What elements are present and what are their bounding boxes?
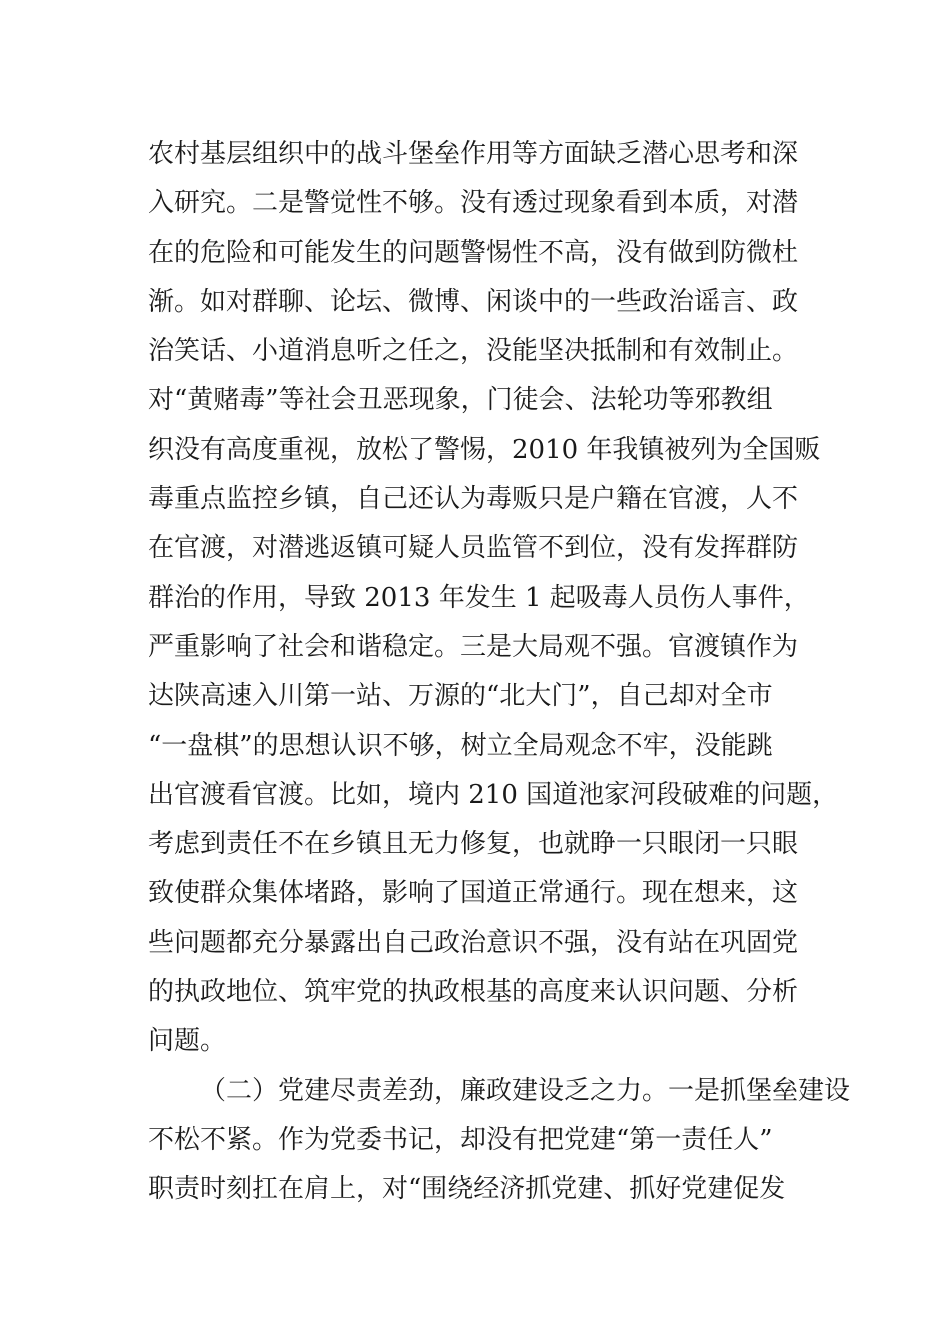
text-line: 不松不紧。作为党委书记，却没有把党建“第一责任人” [148, 1124, 773, 1155]
body-text [148, 130, 851, 1215]
text-line: 严重影响了社会和谐稳定。三是大局观不强。官渡镇作为 [148, 631, 799, 662]
text-line: 问题。 [148, 1026, 227, 1057]
text-line: 达陕高速入川第一站、万源的“北大门”，自己却对全市 [148, 681, 773, 712]
text-line: 入研究。二是警觉性不够。没有透过现象看到本质，对潜 [148, 188, 799, 219]
text-line: 对“黄赌毒”等社会丑恶现象，门徒会、法轮功等邪教组 [148, 385, 773, 416]
text-line: 在的危险和可能发生的问题警惕性不高，没有做到防微杜 [148, 237, 799, 268]
text-line: 渐。如对群聊、论坛、微博、闲谈中的一些政治谣言、政 [148, 286, 799, 317]
text-line: 织没有高度重视，放松了警惕，2010 年我镇被列为全国贩 [148, 434, 821, 465]
text-line: 致使群众集体堵路，影响了国道正常通行。现在想来，这 [148, 878, 799, 909]
text-line: 些问题都充分暴露出自己政治意识不强，没有站在巩固党 [148, 927, 799, 958]
text-line: 考虑到责任不在乡镇且无力修复，也就睁一只眼闭一只眼 [148, 829, 799, 860]
text-line: 毒重点监控乡镇，自己还认为毒贩只是户籍在官渡，人不 [148, 484, 799, 515]
text-line: “一盘棋”的思想认识不够，树立全局观念不牢，没能跳 [148, 730, 773, 761]
text-line: 职责时刻扛在肩上，对“围绕经济抓党建、抓好党建促发 [148, 1174, 786, 1205]
text-line: 群治的作用，导致 2013 年发生 1 起吸毒人员伤人事件， [148, 582, 810, 613]
text-line: 出官渡看官渡。比如，境内 210 国道池家河段破难的问题， [148, 779, 839, 810]
text-line: 治笑话、小道消息听之任之，没能坚决抵制和有效制止。 [148, 336, 799, 367]
text-line: 农村基层组织中的战斗堡垒作用等方面缺乏潜心思考和深 [148, 139, 799, 169]
text-line: 的执政地位、筑牢党的执政根基的高度来认识问题、分析 [148, 977, 799, 1008]
section-heading-line: （二）党建尽责差劲，廉政建设乏之力。一是抓堡垒建设 [200, 1075, 851, 1106]
text-line: 在官渡，对潜逃返镇可疑人员监管不到位，没有发挥群防 [148, 533, 799, 564]
